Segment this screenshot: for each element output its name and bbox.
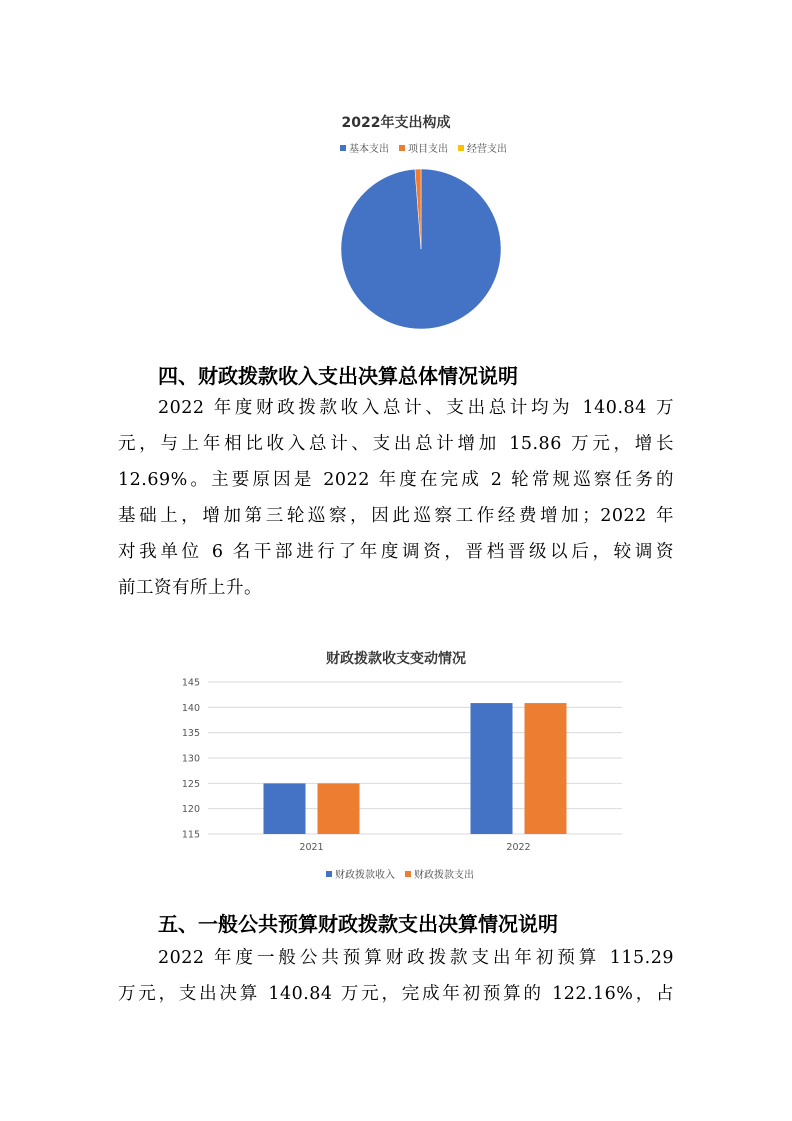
bar-chart [160, 672, 630, 852]
bar [264, 783, 306, 834]
section-heading-5: 五、一般公共预算财政拨款支出决算情况说明 [158, 912, 558, 936]
paragraph-line: 2022 年度一般公共预算财政拨款支出年初预算 115.29 [158, 948, 674, 968]
pie-chart-title: 2022年支出构成 [341, 115, 451, 131]
bar [318, 783, 360, 834]
pie-chart-legend [340, 140, 507, 155]
y-tick-label: 140 [181, 702, 200, 714]
paragraph-line: 元，与上年相比收入总计、支出总计增加 15.86 万元，增长 [118, 434, 674, 454]
legend-swatch [399, 145, 405, 151]
y-tick-label: 145 [181, 677, 200, 689]
x-tick-label: 2021 [299, 842, 324, 852]
pie-legend-item [458, 140, 507, 155]
y-tick-label: 115 [181, 829, 200, 841]
bar-chart-title: 财政拨款收支变动情况 [326, 651, 466, 667]
legend-swatch [458, 145, 464, 151]
pie-legend-item [340, 140, 389, 155]
legend-label: 财政拨款支出 [414, 870, 474, 881]
section-5-paragraph [118, 940, 674, 1012]
legend-label: 经营支出 [467, 144, 507, 155]
y-tick-label: 120 [181, 804, 200, 816]
y-tick-label: 135 [181, 728, 200, 740]
bar-legend-item [326, 866, 395, 881]
paragraph-line: 对我单位 6 名干部进行了年度调资，晋档晋级以后，较调资 [118, 542, 674, 562]
legend-label: 项目支出 [408, 144, 448, 155]
legend-swatch [340, 145, 346, 151]
bar-legend-item [405, 866, 474, 881]
y-tick-label: 130 [181, 753, 200, 765]
paragraph-line: 基础上，增加第三轮巡察，因此巡察工作经费增加；2022 年 [118, 506, 674, 526]
pie-chart [336, 164, 506, 334]
x-tick-label: 2022 [506, 842, 531, 852]
legend-swatch [326, 871, 332, 877]
legend-swatch [405, 871, 411, 877]
y-tick-label: 125 [181, 778, 200, 790]
section-4-paragraph [118, 390, 674, 606]
paragraph-line: 12.69%。主要原因是 2022 年度在完成 2 轮常规巡察任务的 [118, 470, 674, 490]
paragraph-line: 前工资有所上升。 [118, 578, 262, 598]
paragraph-line: 万元，支出决算 140.84 万元，完成年初预算的 122.16%，占 [118, 984, 674, 1004]
bar-chart-legend [326, 866, 474, 881]
bar [471, 703, 513, 834]
paragraph-line: 2022 年度财政拨款收入总计、支出总计均为 140.84 万 [158, 398, 674, 418]
legend-label: 财政拨款收入 [335, 870, 395, 881]
pie-legend-item [399, 140, 448, 155]
bar [525, 703, 567, 834]
section-heading-4: 四、财政拨款收入支出决算总体情况说明 [158, 364, 518, 388]
legend-label: 基本支出 [349, 144, 389, 155]
